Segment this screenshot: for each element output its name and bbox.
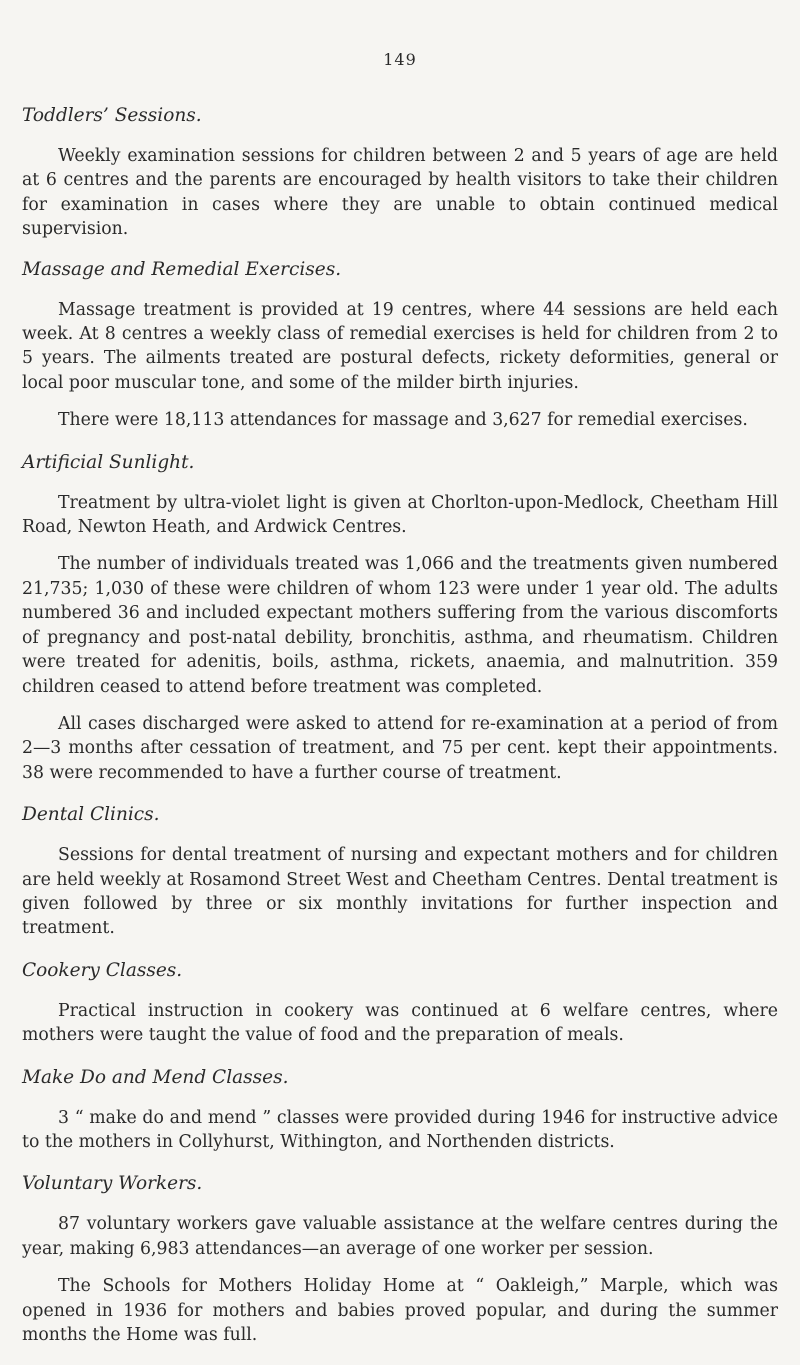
paragraph: Treatment by ultra-violet light is given at Chorlton-upon-Medlock, Cheetham Hill Road, Newton Heath, and Ardwick Centres. bbox=[22, 492, 778, 538]
section-heading: Massage and Remedial Exercises. bbox=[22, 258, 342, 280]
section-massage-remedial-exercises bbox=[22, 258, 778, 433]
paragraph: Sessions for dental treatment of nursing and expectant mothers and for children are held weekly at Rosamond Street West and Cheetham Centres. Dental treatment is given followed by three or six monthly invitations for further inspection and treatment. bbox=[22, 845, 778, 939]
section-heading: Artificial Sunlight. bbox=[22, 451, 195, 473]
section-voluntary-workers bbox=[22, 1172, 778, 1347]
page-body bbox=[22, 104, 778, 1365]
section-heading: Voluntary Workers. bbox=[22, 1173, 203, 1195]
paragraph: Massage treatment is provided at 19 centres, where 44 sessions are held each week. At 8 centres a weekly class of remedial exercises is held for children from 2 to 5 years. The ailments treated are postural defects, rickety deformities, general or local poor muscular tone, and some of the milder birth injuries. bbox=[22, 299, 778, 393]
paragraph: Weekly examination sessions for children between 2 and 5 years of age are held at 6 centres and the parents are encouraged by health visitors to take their children for examination in cases where they are unable to obtain continued medical supervision. bbox=[22, 146, 778, 240]
section-cookery-classes bbox=[22, 959, 778, 1048]
paragraph: There were 18,113 attendances for massage and 3,627 for remedial exercises. bbox=[58, 410, 748, 431]
paragraph: The number of individuals treated was 1,066 and the treatments given numbered 21,735; 1,030 of these were children of whom 123 were under 1 year old. The adults numbered 36 and included expectant mothers suffering from the various discomforts of pregnancy and post-natal debility, bronchitis, asthma, and rheumatism. Children were treated for adenitis, boils, asthma, rickets, anaemia, and malnutrition. 359 children ceased to attend before treatment was completed. bbox=[22, 554, 778, 697]
section-make-do-and-mend bbox=[22, 1066, 778, 1155]
section-heading: Dental Clinics. bbox=[22, 804, 160, 826]
paragraph: 87 voluntary workers gave valuable assistance at the welfare centres during the year, making 6,983 attendances—an average of one worker per session. bbox=[22, 1214, 778, 1259]
section-heading: Make Do and Mend Classes. bbox=[22, 1066, 289, 1088]
section-heading: Toddlers’ Sessions. bbox=[22, 105, 202, 126]
paragraph: The Schools for Mothers Holiday Home at “ Oakleigh,” Marple, which was opened in 1936 for mothers and babies proved popular, and during the summer months the Home was full. bbox=[22, 1276, 778, 1345]
section-artificial-sunlight bbox=[22, 451, 778, 785]
page-number: 149 bbox=[383, 50, 417, 69]
section-dental-clinics bbox=[22, 803, 778, 941]
paragraph: All cases discharged were asked to attend for re-examination at a period of from 2—3 months after cessation of treatment, and 75 per cent. kept their appointments. 38 were recommended to have a further course of treatment. bbox=[22, 713, 778, 783]
paragraph: Practical instruction in cookery was continued at 6 welfare centres, where mothers were taught the value of food and the preparation of meals. bbox=[22, 1000, 778, 1046]
section-heading: Cookery Classes. bbox=[22, 959, 183, 981]
paragraph: 3 “ make do and mend ” classes were provided during 1946 for instructive advice to the mothers in Collyhurst, Withington, and Northenden districts. bbox=[22, 1107, 778, 1152]
section-toddlers-sessions bbox=[22, 104, 778, 242]
